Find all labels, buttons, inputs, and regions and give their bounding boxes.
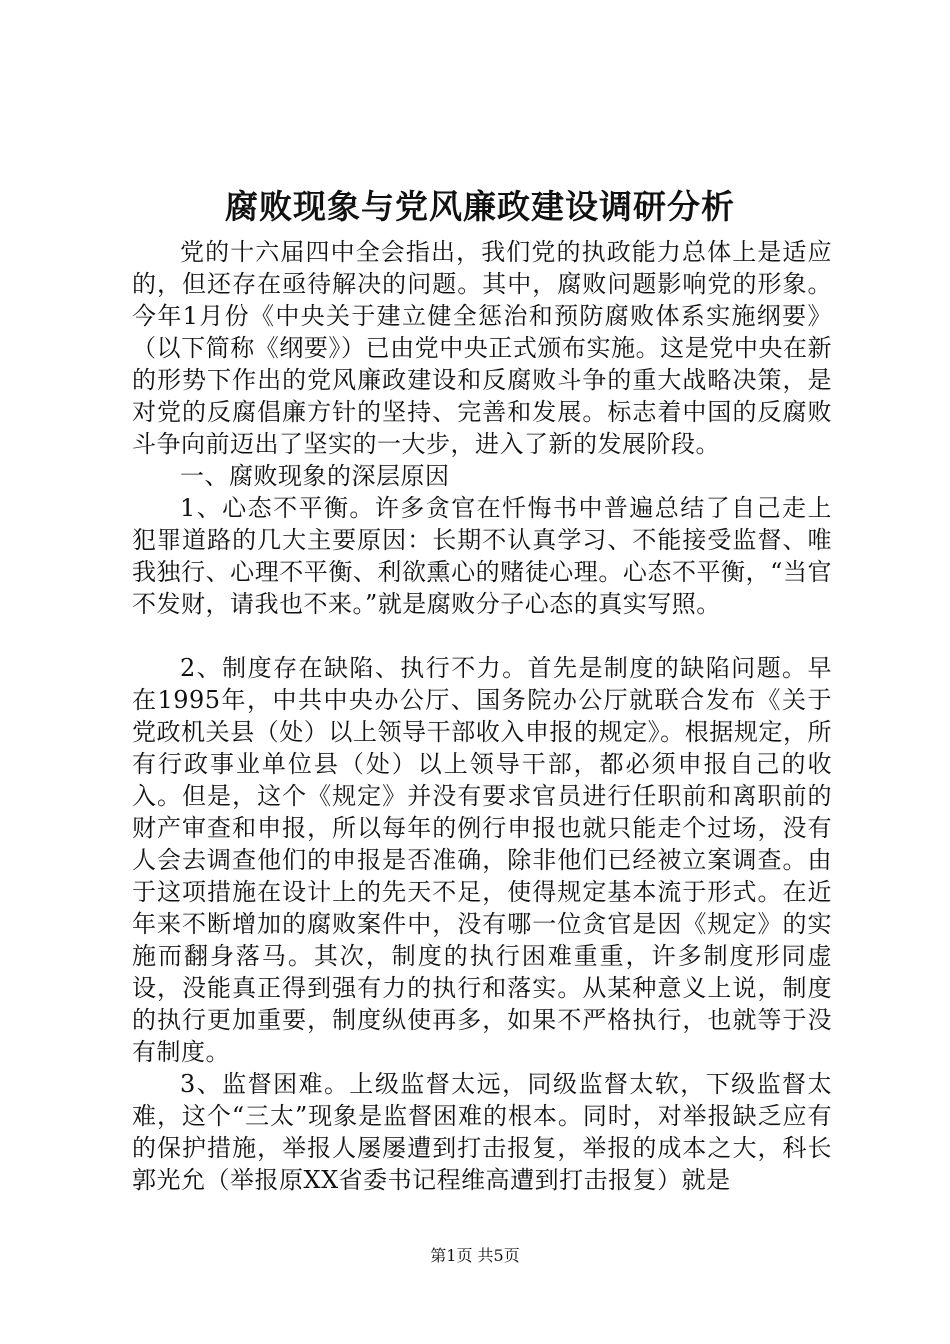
cause-paragraph-3: 3、监督困难。上级监督太远，同级监督太软，下级监督太难，这个“三太”现象是监督困难的根本。同时，对举报缺乏应有的保护措施，举报人屡屡遭到打击报复，举报的成本之大，科长郭光允（举报原XX省委书记程维高遭到打击报复）就是 — [132, 1070, 832, 1194]
document-title: 腐败现象与党风廉政建设调研分析 — [225, 187, 735, 226]
cause-paragraph-2: 2、制度存在缺陷、执行不力。首先是制度的缺陷问题。早在1995年，中共中央办公厅、国务院办公厅就联合发布《关于党政机关县（处）以上领导干部收入申报的规定》。根据规定，所有行政事业单位县（处）以上领导干部，都必须申报自己的收入。但是，这个《规定》并没有要求官员进行任职前和离职前的财产审查和申报，所以每年的例行申报也就只能走个过场，没有人会去调查他们的申报是否准确，除非他们已经被立案调查。由于这项措施在设计上的先天不足，使得规定基本流于形式。在近年来不断增加的腐败案件中，没有哪一位贪官是因《规定》的实施而翻身落马。其次，制度的执行困难重重，许多制度形同虚设，没能真正得到强有力的执行和落实。从某种意义上说，制度的执行更加重要，制度纵使再多，如果不严格执行，也就等于没有制度。 — [132, 654, 832, 1066]
section-heading: 一、腐败现象的深层原因 — [180, 462, 450, 490]
page-footer: 第1页 共5页 — [430, 1246, 520, 1265]
cause-paragraph-1: 1、心态不平衡。许多贪官在忏悔书中普遍总结了自己走上犯罪道路的几大主要原因：长期不认真学习、不能接受监督、唯我独行、心理不平衡、利欲熏心的赌徒心理。心态不平衡，“当官不发财，请我也不来。”就是腐败分子心态的真实写照。 — [132, 494, 832, 618]
intro-paragraph: 党的十六届四中全会指出，我们党的执政能力总体上是适应的，但还存在亟待解决的问题。其中，腐败问题影响党的形象。今年1月份《中央关于建立健全惩治和预防腐败体系实施纲要》（以下简称《纲要》）已由党中央正式颁布实施。这是党中央在新的形势下作出的党风廉政建设和反腐败斗争的重大战略决策，是对党的反腐倡廉方针的坚持、完善和发展。标志着中国的反腐败斗争向前迈出了坚实的一大步，进入了新的发展阶段。 — [132, 238, 832, 458]
document-body — [132, 236, 832, 1196]
